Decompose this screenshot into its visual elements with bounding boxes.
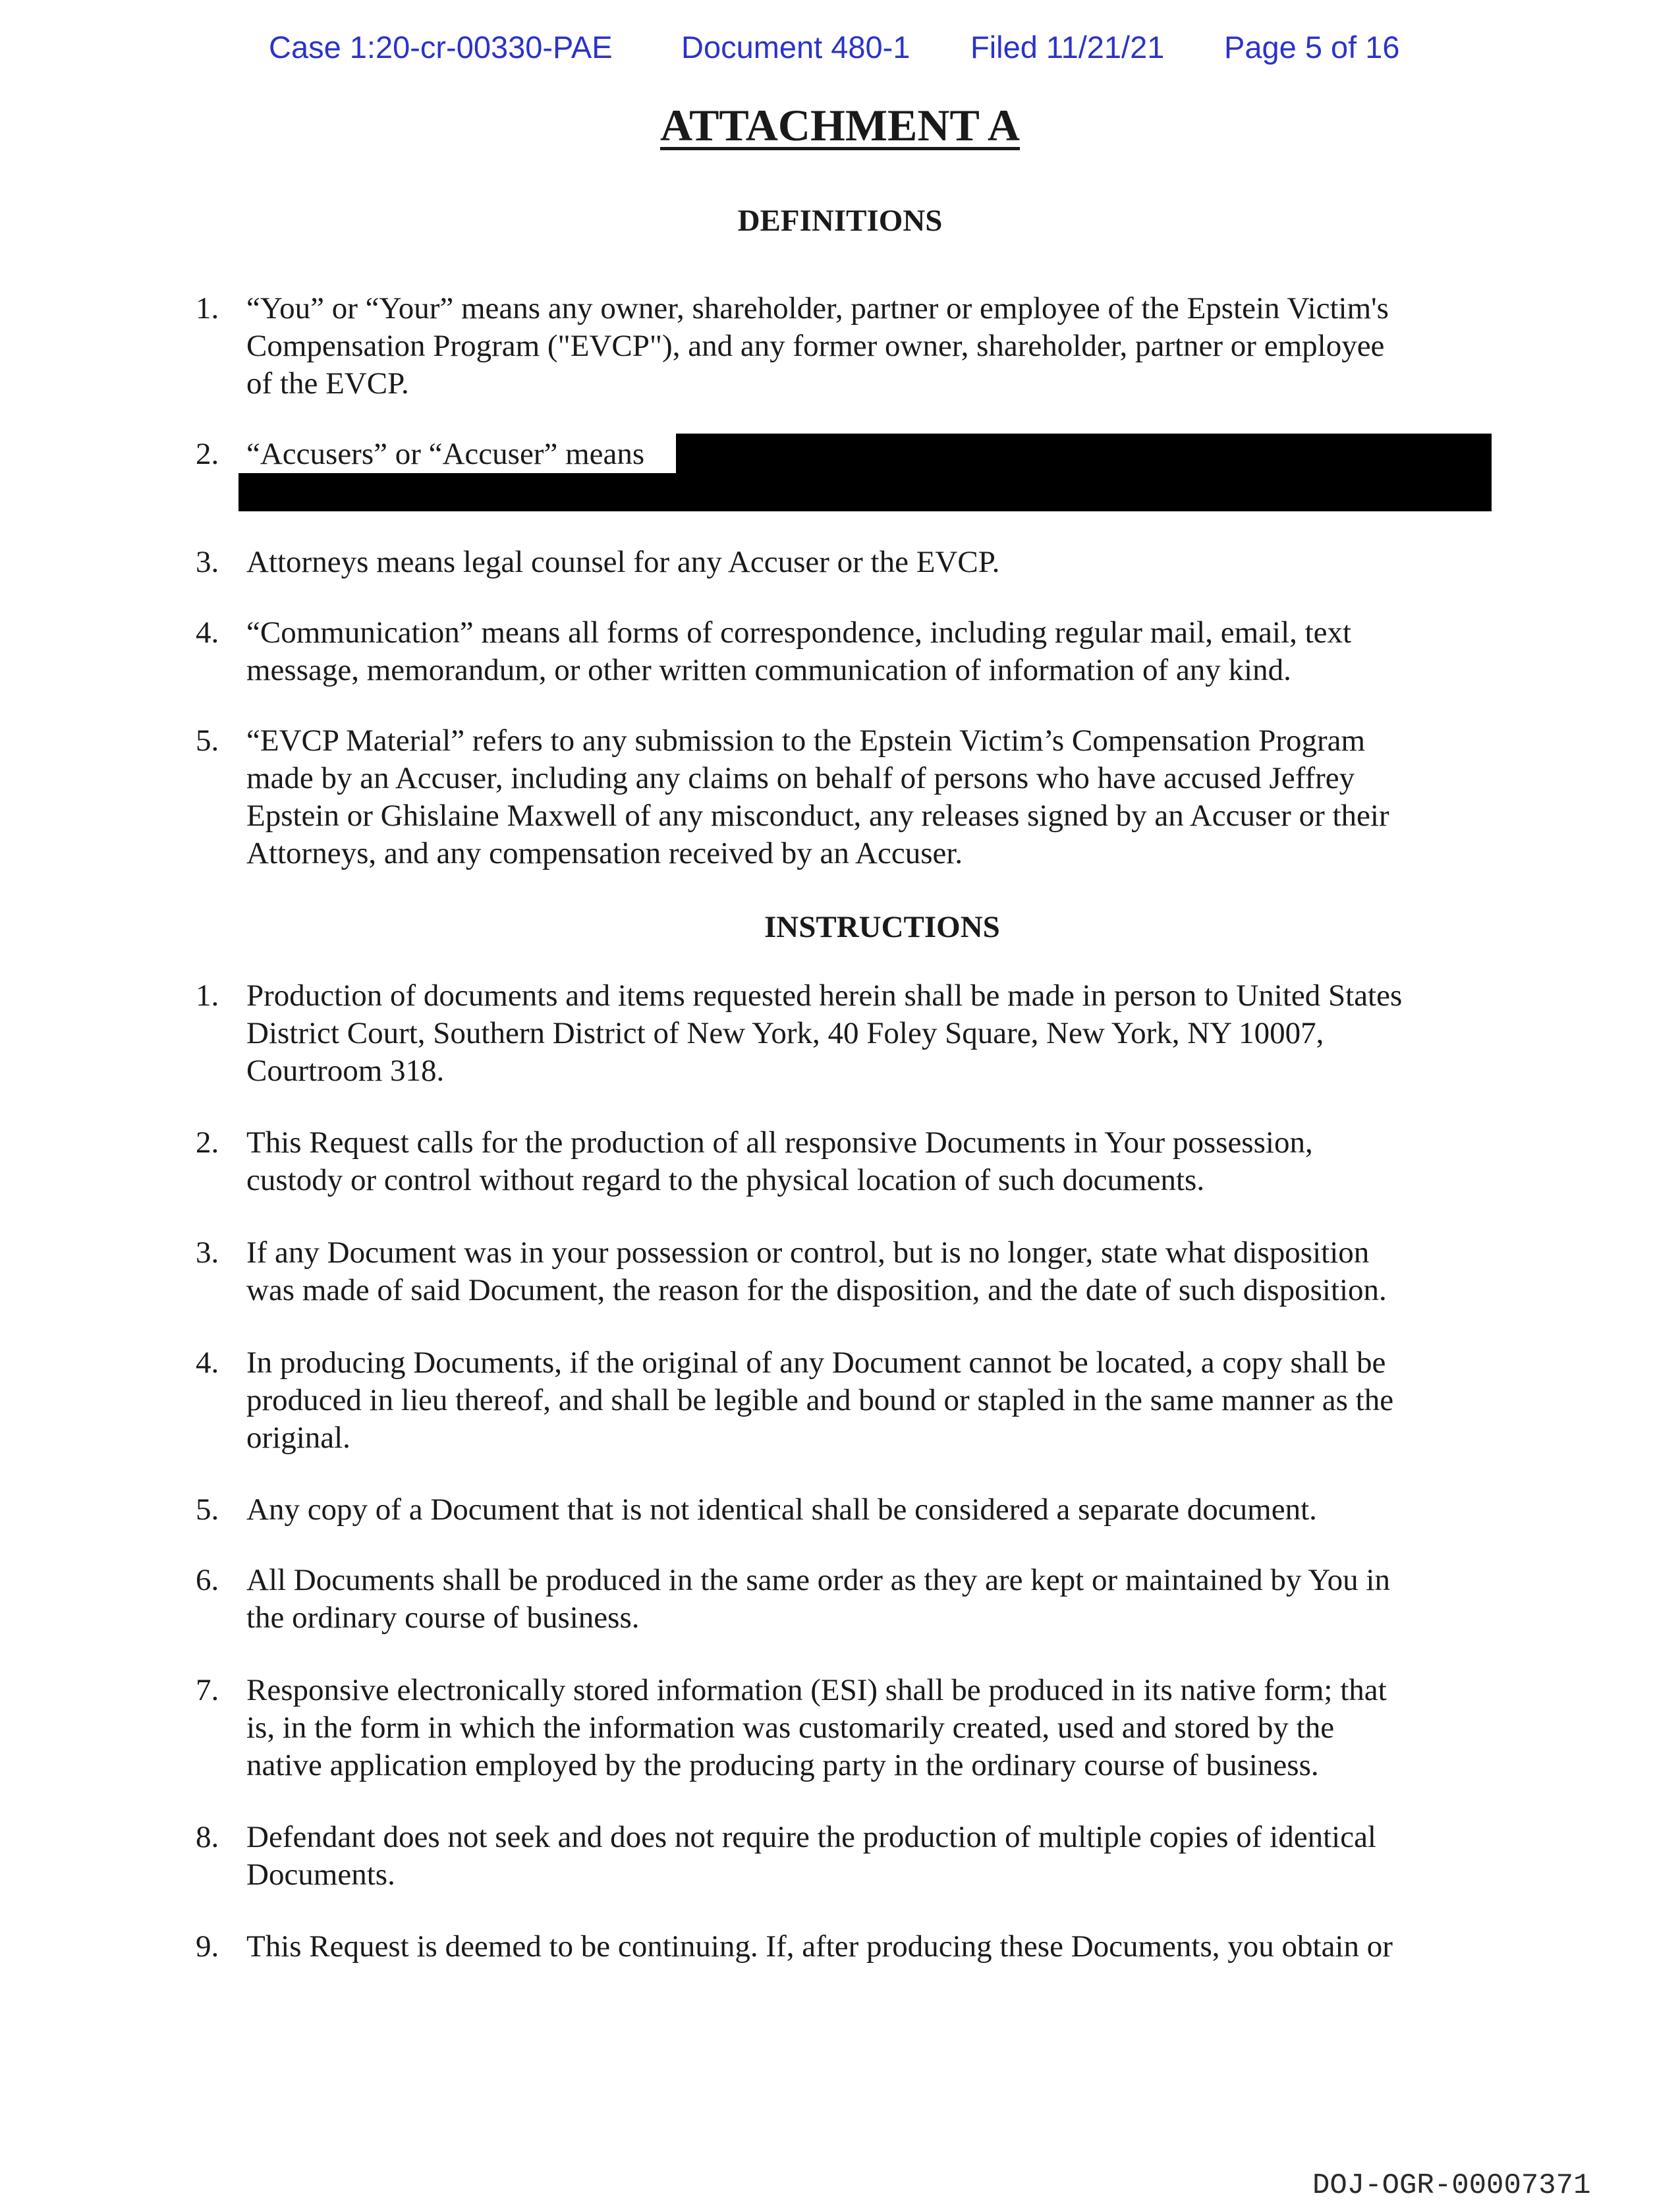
text-line: Attorneys, and any compensation received by an Accuser. [246, 836, 963, 870]
document-number: Document 480-1 [681, 30, 910, 65]
definitions-heading: DEFINITIONS [737, 204, 943, 238]
case-number: Case 1:20-cr-00330-PAE [269, 30, 613, 65]
redaction-block [238, 473, 700, 511]
item-number: 2. [196, 437, 219, 471]
item-text [246, 290, 1498, 403]
item-number: 8. [196, 1820, 219, 1854]
redaction-block [676, 434, 1492, 511]
court-filing-header [0, 29, 1680, 75]
bates-number: DOJ-OGR-00007371 [1312, 2169, 1591, 2202]
text-line: Compensation Program ("EVCP"), and any former owner, shareholder, partner or employee [246, 329, 1385, 363]
item-text [246, 1672, 1498, 1784]
item-text [246, 1344, 1498, 1457]
text-line: Attorneys means legal counsel for any Accuser or the EVCP. [246, 545, 1000, 579]
text-line: This Request calls for the production of all responsive Documents in Your possession, [246, 1125, 1313, 1160]
text-line: Defendant does not seek and does not require the production of multiple copies of identical [246, 1820, 1376, 1854]
text-line: was made of said Document, the reason for the disposition, and the date of such disposition. [246, 1273, 1387, 1307]
page-title: ATTACHMENT A [660, 100, 1020, 150]
item-text [246, 1562, 1498, 1637]
item-number: 5. [196, 1492, 219, 1527]
text-line: “EVCP Material” refers to any submission to the Epstein Victim’s Compensation Program [246, 723, 1366, 758]
item-number: 9. [196, 1929, 219, 1964]
item-text [246, 1928, 1498, 1966]
text-line: of the EVCP. [246, 366, 409, 401]
item-number: 1. [196, 978, 219, 1013]
text-line: Courtroom 318. [246, 1054, 445, 1088]
instructions-heading: INSTRUCTIONS [764, 910, 1000, 944]
item-number: 3. [196, 1235, 219, 1270]
text-line: is, in the form in which the information was customarily created, used and stored by the [246, 1711, 1335, 1745]
text-line: the ordinary course of business. [246, 1601, 640, 1635]
text-line: This Request is deemed to be continuing. If, after producing these Documents, you obtain or [246, 1929, 1393, 1964]
text-line: Any copy of a Document that is not identical shall be considered a separate document. [246, 1492, 1317, 1527]
item-number: 4. [196, 1346, 219, 1380]
text-line: Production of documents and items requested herein shall be made in person to United States [246, 978, 1403, 1013]
item-text [246, 1124, 1498, 1199]
item-number: 5. [196, 723, 219, 758]
text-line: native application employed by the producing party in the ordinary course of business. [246, 1748, 1319, 1782]
item-text [246, 1819, 1498, 1894]
text-line: District Court, Southern District of New York, 40 Foley Square, New York, NY 10007, [246, 1016, 1324, 1050]
item-number: 1. [196, 291, 219, 326]
item-text [246, 614, 1498, 689]
item-number: 7. [196, 1673, 219, 1707]
text-line: custody or control without regard to the physical location of such documents. [246, 1163, 1205, 1197]
text-line: In producing Documents, if the original of any Document cannot be located, a copy shall be [246, 1346, 1386, 1380]
text-line: “Communication” means all forms of correspondence, including regular mail, email, text [246, 615, 1352, 650]
text-line: Responsive electronically stored information (ESI) shall be produced in its native form; that [246, 1673, 1387, 1707]
item-text [246, 722, 1498, 872]
page-indicator: Page 5 of 16 [1224, 30, 1400, 65]
text-line: All Documents shall be produced in the same order as they are kept or maintained by You in [246, 1563, 1390, 1597]
item-number: 3. [196, 545, 219, 579]
item-text [246, 1234, 1498, 1309]
text-line: message, memorandum, or other written communication of information of any kind. [246, 653, 1291, 687]
text-line: original. [246, 1421, 350, 1455]
item-number: 6. [196, 1563, 219, 1597]
item-number: 4. [196, 615, 219, 650]
text-line: produced in lieu thereof, and shall be legible and bound or stapled in the same manner as the [246, 1383, 1394, 1417]
text-line: If any Document was in your possession or control, but is no longer, state what disposition [246, 1235, 1370, 1270]
item-text [246, 977, 1498, 1090]
text-line: “You” or “Your” means any owner, shareholder, partner or employee of the Epstein Victim's [246, 291, 1389, 326]
text-line: Epstein or Ghislaine Maxwell of any misconduct, any releases signed by an Accuser or their [246, 799, 1389, 833]
filed-date: Filed 11/21/21 [970, 30, 1165, 65]
item-text [246, 544, 1498, 581]
text-line: Documents. [246, 1858, 395, 1892]
text-line: “Accusers” or “Accuser” means [246, 437, 645, 471]
item-text [246, 1491, 1498, 1529]
text-line: made by an Accuser, including any claims on behalf of persons who have accused Jeffrey [246, 761, 1355, 795]
item-number: 2. [196, 1125, 219, 1160]
